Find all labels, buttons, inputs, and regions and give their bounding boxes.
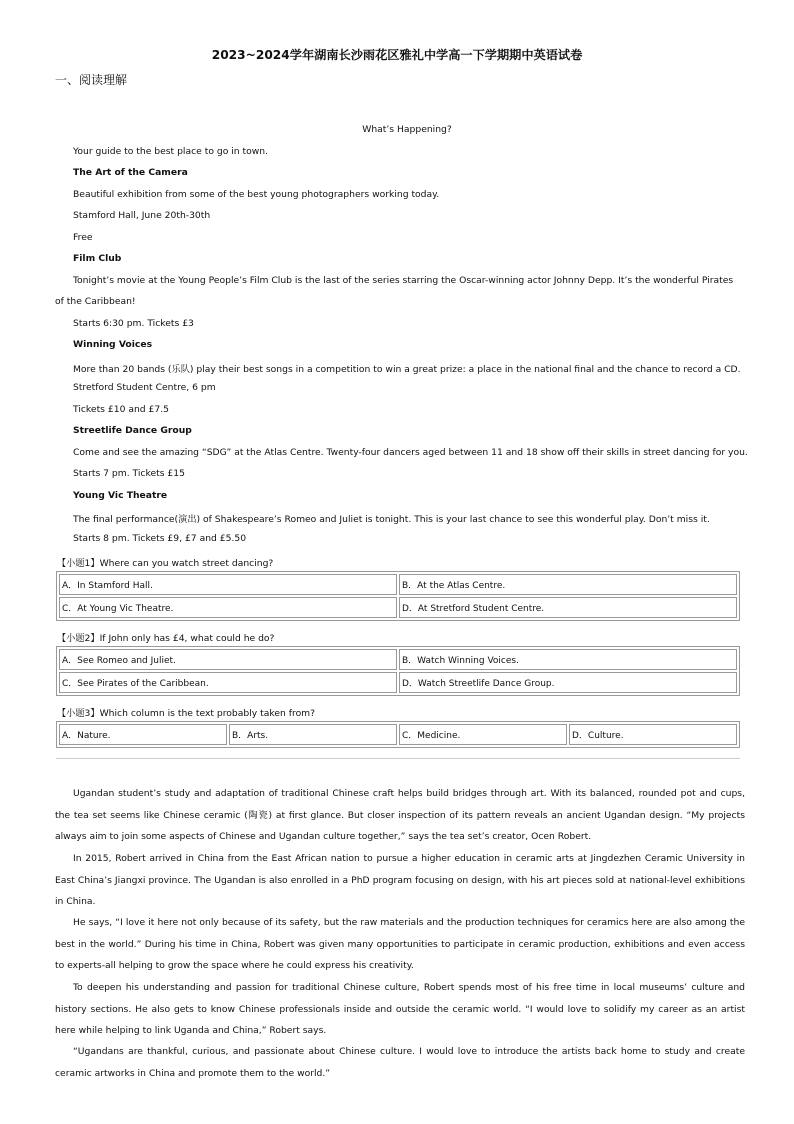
event-title-theatre: Young Vic Theatre <box>73 490 168 501</box>
passage-line: Come and see the amazing “SDG” at the Atlas Centre. Twenty-four dancers aged between 11 and 18 show off their skills in street dancing for you. <box>73 447 748 458</box>
question-stem: 【小题2】If John only has £4, what could he do? <box>57 633 275 644</box>
option-a[interactable]: A．See Romeo and Juliet. <box>59 649 397 670</box>
passage-paragraph: In 2015, Robert arrived in China from the East African nation to pursue a higher education in ceramic arts at Jingdezhen Ceramic University in East China’s Jiangxi province. The Ugandan is also enrolled in a PhD program focusing on design, with his art pieces sold at national-level exhibitions in China. <box>55 853 745 908</box>
option-d[interactable]: D．At Stretford Student Centre. <box>399 597 737 618</box>
event-title-film: Film Club <box>73 253 122 264</box>
passage-paragraph: He says, “I love it here not only because of its safety, but the raw materials and the production techniques for ceramics here are also among the best in the world.” During his time in China, Robert was given many opportunities to participate in ceramic production, exhibitions and even access to experts-all helping to grow the space where he could express his creativity. <box>55 917 745 972</box>
option-b[interactable]: B．Watch Winning Voices. <box>399 649 737 670</box>
passage-paragraph: To deepen his understanding and passion for traditional Chinese culture, Robert spends most of his free time in local museums’ culture and history sections. He also gets to know Chinese professionals inside and outside the ceramic world. “I would love to solidify my career as an artist here while helping to link Uganda and China,” Robert says. <box>55 982 745 1037</box>
passage-line: Tonight’s movie at the Young People’s Film Club is the last of the series starring the Oscar-winning actor Johnny Depp. It’s the wonderful Pirates <box>73 275 734 286</box>
option-a[interactable]: A．In Stamford Hall. <box>59 574 397 595</box>
passage-line: of the Caribbean! <box>55 296 136 307</box>
options-table <box>56 571 740 621</box>
option-d[interactable]: D．Watch Streetlife Dance Group. <box>399 672 737 693</box>
passage-line: Stamford Hall, June 20th-30th <box>73 210 211 221</box>
passage-line: Starts 6:30 pm. Tickets £3 <box>73 318 194 329</box>
passage-line: Free <box>73 232 93 243</box>
option-c[interactable]: C．At Young Vic Theatre. <box>59 597 397 618</box>
event-title-voices: Winning Voices <box>73 339 153 350</box>
passage-paragraph: Ugandan student’s study and adaptation of traditional Chinese craft helps build bridges through art. With its balanced, rounded pot and cups, the tea set seems like Chinese ceramic (陶瓷) at first glance. But closer inspection of its pattern reveals an ancient Ugandan design. “My projects always aim to join some aspects of Chinese and Ugandan culture together,” says the tea set’s creator, Ocen Robert. <box>55 788 745 843</box>
option-c[interactable]: C．Medicine. <box>399 724 567 745</box>
options-table <box>56 721 740 748</box>
question-stem: 【小题3】Which column is the text probably taken from? <box>57 708 316 719</box>
question-stem: 【小题1】Where can you watch street dancing? <box>57 558 274 569</box>
passage-line: Beautiful exhibition from some of the best young photographers working today. <box>73 189 440 200</box>
section-divider <box>56 758 740 759</box>
event-title-camera: The Art of the Camera <box>73 167 188 178</box>
passage-paragraph: “Ugandans are thankful, curious, and passionate about Chinese culture. I would love to introduce the artists back home to study and create ceramic artworks in China and promote them to the world.” <box>55 1046 745 1079</box>
option-d[interactable]: D．Culture. <box>569 724 737 745</box>
passage-line: Tickets £10 and £7.5 <box>73 404 170 415</box>
event-title-dance: Streetlife Dance Group <box>73 425 192 436</box>
passage-line: The final performance(演出) of Shakespeare’s Romeo and Juliet is tonight. This is your last chance to see this wonderful play. Don’t miss it. <box>73 514 710 525</box>
passage-line: More than 20 bands (乐队) play their best songs in a competition to win a great prize: a place in the national final and the chance to record a CD. <box>73 364 741 375</box>
section-heading: 一、阅读理解 <box>55 73 128 87</box>
passage-heading: What’s Happening? <box>362 124 452 135</box>
page-title: 2023~2024学年湖南长沙雨花区雅礼中学高一下学期期中英语试卷 <box>211 48 583 62</box>
option-c[interactable]: C．See Pirates of the Caribbean. <box>59 672 397 693</box>
option-b[interactable]: B．Arts. <box>229 724 397 745</box>
options-table <box>56 646 740 696</box>
option-a[interactable]: A．Nature. <box>59 724 227 745</box>
passage-line: Starts 7 pm. Tickets £15 <box>73 468 185 479</box>
passage-line: Starts 8 pm. Tickets £9, £7 and £5.50 <box>73 533 247 544</box>
passage-line: Stretford Student Centre, 6 pm <box>73 382 216 393</box>
option-b[interactable]: B．At the Atlas Centre. <box>399 574 737 595</box>
passage-line: Your guide to the best place to go in town. <box>73 146 269 157</box>
